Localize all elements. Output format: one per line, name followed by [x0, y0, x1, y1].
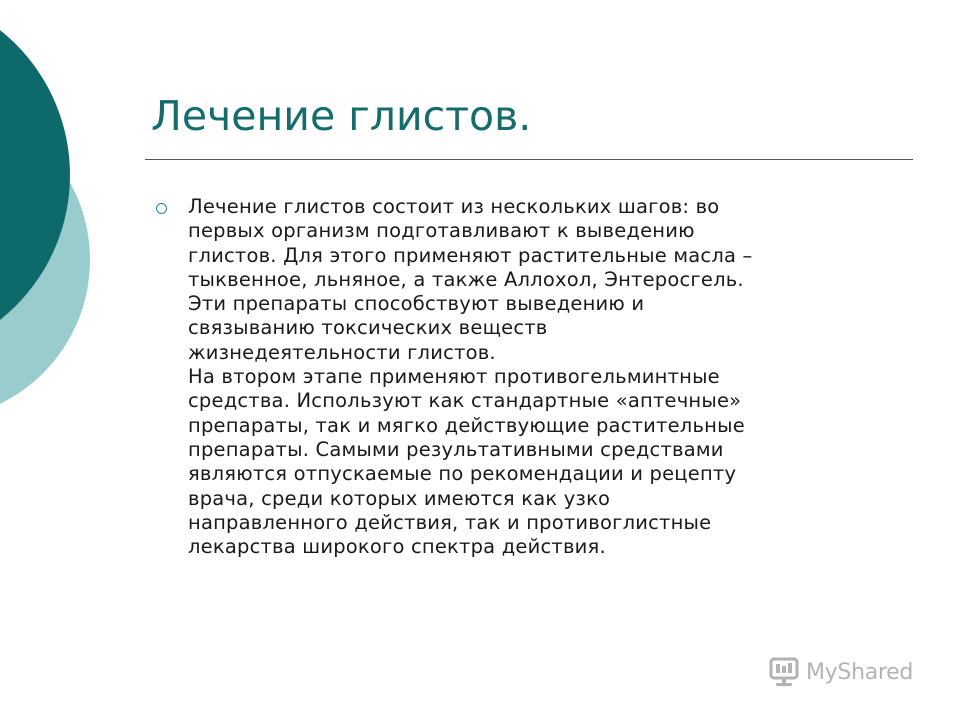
- bullet-line: Лечение глистов состоит из нескольких шагов: во: [188, 195, 720, 218]
- bullet-line: Эти препараты способствуют выведению и: [188, 292, 645, 316]
- bullet-line: врача, среди которых имеются как узко: [188, 486, 611, 510]
- bullet-line: направленного действия, так и противоглистные: [188, 510, 712, 534]
- myshared-watermark[interactable]: [768, 655, 913, 689]
- bullet-line: глистов. Для этого применяют растительные масла –: [188, 243, 753, 267]
- bullet-line: жизнедеятельности глистов.: [188, 340, 496, 364]
- bullet-line: тыквенное, льняное, а также Аллохол, Энтеросгель.: [188, 267, 744, 291]
- slide-title: Лечение глистов.: [151, 92, 532, 140]
- watermark-text: MyShared: [806, 659, 914, 685]
- bullet-line: средства. Используют как стандартные «аптечные»: [188, 389, 742, 413]
- bullet-line: являются отпускаемые по рекомендации и рецепту: [188, 462, 737, 486]
- bullet-circle-icon: [156, 203, 167, 214]
- bullet-line: первых организм подготавливают к выведению: [188, 219, 695, 243]
- title-divider: [145, 159, 913, 160]
- bullet-line: На втором этапе применяют противогельминтные: [188, 365, 720, 389]
- bullet-line: препараты, так и мягко действующие растительные: [188, 413, 745, 437]
- bullet-item: [155, 195, 895, 559]
- bullet-line: препараты. Самыми результативными средствами: [188, 437, 724, 461]
- slide-content: [155, 195, 895, 559]
- bullet-text: [188, 195, 895, 559]
- bullet-line: связыванию токсических веществ: [188, 316, 548, 340]
- myshared-logo-icon: [768, 655, 802, 689]
- bullet-line: лекарства широкого спектра действия.: [188, 535, 606, 559]
